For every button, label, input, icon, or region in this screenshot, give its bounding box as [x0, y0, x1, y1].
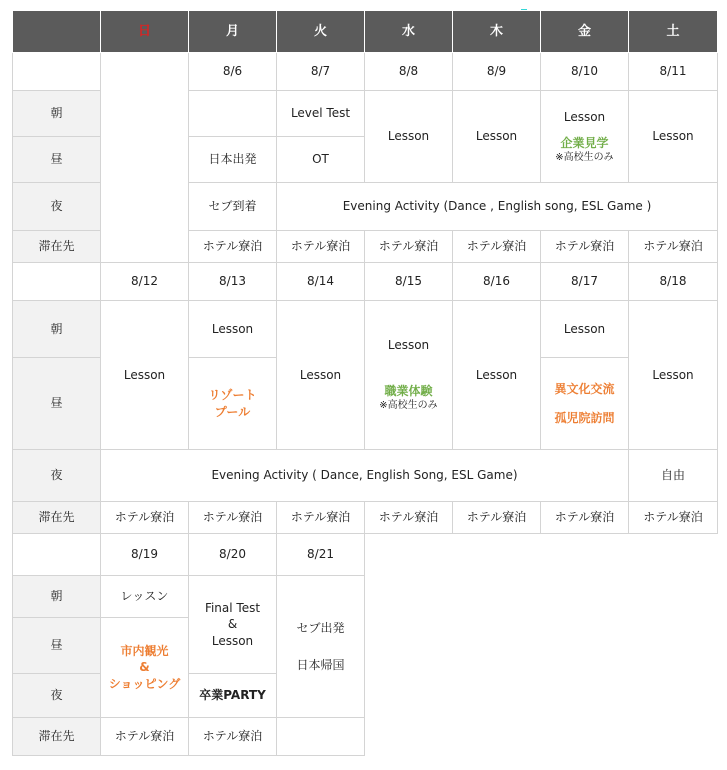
week2-mon-morning: Lesson — [189, 301, 277, 358]
date-cell: 8/7 — [277, 53, 365, 91]
row-label-morning: 朝 — [13, 301, 101, 358]
weekday-header-row — [13, 11, 718, 53]
row-label-night: 夜 — [13, 674, 101, 718]
week1-tue-morning: Level Test — [277, 91, 365, 137]
week1-sun-empty — [101, 53, 189, 263]
week3-final-test-line3: Lesson — [211, 633, 254, 648]
week1-mon-morning — [189, 91, 277, 137]
week2-sun-lesson: Lesson — [101, 301, 189, 450]
week3-tue-stay-empty — [277, 718, 365, 756]
date-cell: 8/8 — [365, 53, 453, 91]
date-cell: 8/15 — [365, 263, 453, 301]
stay-cell: ホテル寮泊 — [277, 231, 365, 263]
week2-tue-lesson: Lesson — [277, 301, 365, 450]
week1-fri-note: ※高校生のみ — [555, 151, 614, 163]
header-day-mon: 月 — [189, 11, 277, 53]
week1-sat-lesson: Lesson — [629, 91, 718, 183]
header-day-wed: 水 — [365, 11, 453, 53]
row-label-stay: 滞在先 — [13, 231, 101, 263]
date-cell: 8/10 — [541, 53, 629, 91]
week1-date-label — [13, 53, 101, 91]
stay-cell: ホテル寮泊 — [101, 502, 189, 534]
week3-city-tour: 市内観光 — [120, 644, 169, 659]
week3-ampersand: & — [139, 660, 150, 675]
week2-morning-row — [13, 301, 718, 358]
week3-date-row — [13, 534, 718, 576]
week2-orphanage-visit: 孤児院訪問 — [554, 410, 615, 425]
week2-cultural-exchange: 異文化交流 — [554, 382, 615, 397]
week1-mon-noon: 日本出発 — [189, 137, 277, 183]
week3-sun-sightseeing — [101, 618, 189, 718]
week2-sat-lesson: Lesson — [629, 301, 718, 450]
stay-cell: ホテル寮泊 — [453, 231, 541, 263]
date-cell: 8/17 — [541, 263, 629, 301]
date-cell: 8/14 — [277, 263, 365, 301]
stay-cell: ホテル寮泊 — [541, 231, 629, 263]
week2-wed-lesson: Lesson — [387, 338, 430, 353]
date-cell-saturday: 8/18 — [629, 263, 718, 301]
week2-date-label — [13, 263, 101, 301]
week2-resort-pool-line1: リゾート — [208, 388, 257, 403]
week2-sat-free: 自由 — [629, 450, 718, 502]
week2-mon-event — [189, 358, 277, 450]
week2-resort-pool-line2: プール — [214, 404, 251, 419]
week1-fri-cell — [541, 91, 629, 183]
row-label-night: 夜 — [13, 450, 101, 502]
schedule-table — [12, 10, 718, 756]
week1-fri-lesson: Lesson — [563, 109, 606, 124]
stay-cell: ホテル寮泊 — [541, 502, 629, 534]
header-day-sat: 土 — [629, 11, 718, 53]
header-corner — [13, 11, 101, 53]
week2-night-row — [13, 450, 718, 502]
row-label-stay: 滞在先 — [13, 502, 101, 534]
date-cell-sunday: 8/12 — [101, 263, 189, 301]
week3-mon-final-test — [189, 576, 277, 674]
header-day-sun: 日 — [101, 11, 189, 53]
week3-sun-morning: レッスン — [101, 576, 189, 618]
date-cell: 8/9 — [453, 53, 541, 91]
stay-cell: ホテル寮泊 — [629, 502, 718, 534]
header-day-tue: 火 — [277, 11, 365, 53]
stay-cell: ホテル寮泊 — [277, 502, 365, 534]
stay-cell: ホテル寮泊 — [189, 231, 277, 263]
date-cell: 8/20 — [189, 534, 277, 576]
week3-date-label — [13, 534, 101, 576]
row-label-night: 夜 — [13, 183, 101, 231]
stay-cell: ホテル寮泊 — [189, 502, 277, 534]
week2-wed-job-experience: 職業体験 — [384, 384, 433, 399]
week2-thu-lesson: Lesson — [453, 301, 541, 450]
stay-cell: ホテル寮泊 — [365, 231, 453, 263]
row-label-morning: 朝 — [13, 576, 101, 618]
row-label-noon: 昼 — [13, 137, 101, 183]
week3-empty-area — [365, 534, 718, 756]
week2-stay-row — [13, 502, 718, 534]
row-label-morning: 朝 — [13, 91, 101, 137]
week2-date-row — [13, 263, 718, 301]
row-label-stay: 滞在先 — [13, 718, 101, 756]
date-cell-saturday: 8/11 — [629, 53, 718, 91]
stay-cell: ホテル寮泊 — [189, 718, 277, 756]
week3-final-test-line1: Final Test — [204, 601, 261, 616]
week2-wed-note: ※高校生のみ — [379, 400, 438, 412]
header-day-fri: 金 — [541, 11, 629, 53]
week1-mon-night: セブ到着 — [189, 183, 277, 231]
week3-japan-return: 日本帰国 — [296, 657, 345, 672]
week3-graduation-party: 卒業PARTY — [189, 674, 277, 718]
row-label-noon: 昼 — [13, 358, 101, 450]
stay-cell: ホテル寮泊 — [629, 231, 718, 263]
stay-cell: ホテル寮泊 — [365, 502, 453, 534]
date-cell: 8/21 — [277, 534, 365, 576]
week2-fri-event — [541, 358, 629, 450]
date-cell-sunday: 8/19 — [101, 534, 189, 576]
week1-fri-company-visit: 企業見学 — [560, 135, 609, 150]
week3-shopping: ショッピング — [108, 676, 181, 691]
week2-evening-activity: Evening Activity ( Dance, English Song, ESL Game) — [101, 450, 629, 502]
stay-cell: ホテル寮泊 — [101, 718, 189, 756]
week1-date-row — [13, 53, 718, 91]
date-cell: 8/13 — [189, 263, 277, 301]
week3-final-test-line2: & — [227, 617, 238, 632]
week1-evening-activity: Evening Activity (Dance , English song, ESL Game ) — [277, 183, 718, 231]
week2-fri-morning: Lesson — [541, 301, 629, 358]
row-label-noon: 昼 — [13, 618, 101, 674]
week3-tue-departure — [277, 576, 365, 718]
date-cell: 8/6 — [189, 53, 277, 91]
week2-wed-cell — [365, 301, 453, 450]
week1-wed-lesson: Lesson — [365, 91, 453, 183]
week3-cebu-departure: セブ出発 — [296, 621, 345, 636]
stay-cell: ホテル寮泊 — [453, 502, 541, 534]
date-cell: 8/16 — [453, 263, 541, 301]
week1-tue-noon: OT — [277, 137, 365, 183]
header-day-thu: 木 — [453, 11, 541, 53]
week1-thu-lesson: Lesson — [453, 91, 541, 183]
